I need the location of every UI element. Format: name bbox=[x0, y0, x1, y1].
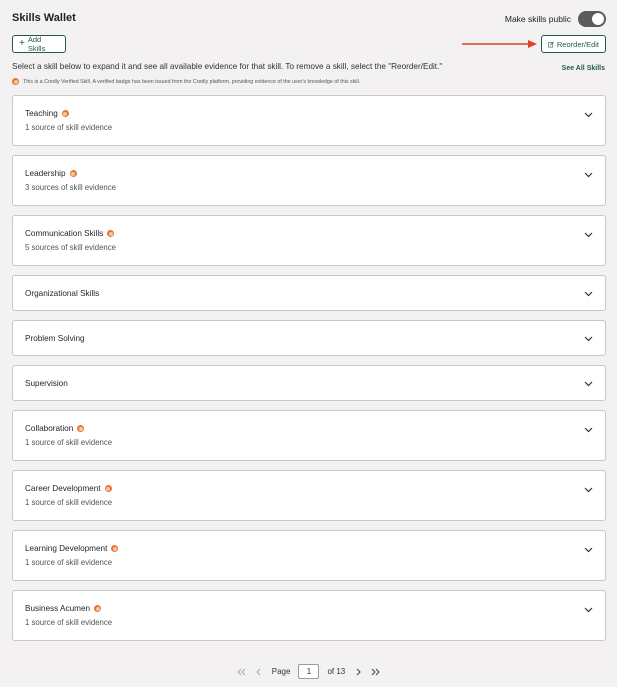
skill-card[interactable] bbox=[12, 590, 606, 641]
skill-card[interactable] bbox=[12, 365, 606, 401]
skill-card[interactable] bbox=[12, 155, 606, 206]
skill-name bbox=[25, 424, 84, 433]
skill-evidence-count: 1 source of skill evidence bbox=[25, 558, 113, 567]
reorder-edit-label: Reorder/Edit bbox=[556, 39, 599, 49]
skill-card[interactable] bbox=[12, 215, 606, 266]
skill-name bbox=[25, 379, 68, 388]
skill-evidence-count: 5 sources of skill evidence bbox=[25, 243, 117, 252]
instructions-text: Select a skill below to expand it and see all available evidence for that skill. To remove a skill, select the "Reorder/Edit." bbox=[12, 62, 443, 71]
skill-card[interactable] bbox=[12, 530, 606, 581]
chevron-down-icon[interactable] bbox=[584, 487, 593, 493]
add-skills-button[interactable] bbox=[12, 35, 66, 53]
chevron-down-icon[interactable] bbox=[584, 427, 593, 433]
skill-name bbox=[25, 169, 77, 178]
skill-name-text: Problem Solving bbox=[25, 334, 85, 343]
skill-card[interactable] bbox=[12, 410, 606, 461]
edit-icon bbox=[548, 41, 554, 48]
credly-verified-icon bbox=[107, 230, 114, 237]
next-page-icon[interactable] bbox=[353, 668, 363, 676]
make-public-toggle[interactable] bbox=[578, 11, 606, 27]
skill-name-text: Learning Development bbox=[25, 544, 108, 553]
chevron-down-icon[interactable] bbox=[584, 607, 593, 613]
skill-name-text: Communication Skills bbox=[25, 229, 104, 238]
page-count-label: of 13 bbox=[327, 667, 346, 676]
credly-note-text: This is a Credly Verified Skill. A verified badge has been issued from the Credly platform, providing evidence of the user's knowledge of this skill. bbox=[23, 78, 361, 85]
annotation-arrow-icon bbox=[462, 39, 538, 49]
chevron-down-icon[interactable] bbox=[584, 547, 593, 553]
page-label: Page bbox=[271, 667, 291, 676]
skill-name-text: Organizational Skills bbox=[25, 289, 100, 298]
chevron-down-icon[interactable] bbox=[584, 381, 593, 387]
skill-card[interactable] bbox=[12, 320, 606, 356]
skill-evidence-count: 3 sources of skill evidence bbox=[25, 183, 117, 192]
chevron-down-icon[interactable] bbox=[584, 336, 593, 342]
chevron-down-icon[interactable] bbox=[584, 291, 593, 297]
credly-verified-icon bbox=[94, 605, 101, 612]
chevron-down-icon[interactable] bbox=[584, 232, 593, 238]
credly-verified-icon bbox=[12, 78, 19, 85]
skill-name bbox=[25, 334, 85, 343]
skill-name-text: Supervision bbox=[25, 379, 68, 388]
credly-note bbox=[12, 78, 360, 85]
skill-name-text: Career Development bbox=[25, 484, 101, 493]
skill-name-text: Business Acumen bbox=[25, 604, 91, 613]
last-page-icon[interactable] bbox=[371, 668, 381, 676]
pagination bbox=[0, 664, 617, 679]
skill-evidence-count: 1 source of skill evidence bbox=[25, 123, 113, 132]
credly-verified-icon bbox=[111, 545, 118, 552]
see-all-skills-link[interactable]: See All Skills bbox=[561, 65, 605, 72]
reorder-edit-button[interactable] bbox=[541, 35, 606, 53]
skill-card[interactable] bbox=[12, 95, 606, 146]
chevron-down-icon[interactable] bbox=[584, 112, 593, 118]
skill-name-text: Collaboration bbox=[25, 424, 74, 433]
add-skills-label: Add Skills bbox=[27, 35, 46, 53]
skill-name bbox=[25, 289, 99, 298]
plus-icon: + bbox=[19, 37, 25, 49]
skill-name bbox=[25, 229, 114, 238]
credly-verified-icon bbox=[77, 425, 84, 432]
chevron-down-icon[interactable] bbox=[584, 172, 593, 178]
page-number-input[interactable]: 1 bbox=[298, 664, 319, 679]
credly-verified-icon bbox=[105, 485, 112, 492]
first-page-icon[interactable] bbox=[236, 668, 246, 676]
skill-card[interactable] bbox=[12, 275, 606, 311]
credly-verified-icon bbox=[70, 170, 77, 177]
previous-page-icon[interactable] bbox=[254, 668, 264, 676]
skill-name-text: Leadership bbox=[25, 169, 66, 178]
skill-evidence-count: 1 source of skill evidence bbox=[25, 438, 113, 447]
skill-name-text: Teaching bbox=[25, 109, 58, 118]
skill-name bbox=[25, 484, 112, 493]
skill-card[interactable] bbox=[12, 470, 606, 521]
credly-verified-icon bbox=[62, 110, 69, 117]
toggle-knob bbox=[592, 13, 604, 25]
skill-evidence-count: 1 source of skill evidence bbox=[25, 618, 113, 627]
skill-name bbox=[25, 109, 69, 118]
make-public-control bbox=[505, 11, 606, 27]
skill-evidence-count: 1 source of skill evidence bbox=[25, 498, 113, 507]
skill-name bbox=[25, 544, 118, 553]
make-public-label: Make skills public bbox=[504, 14, 571, 24]
page-title: Skills Wallet bbox=[12, 12, 76, 24]
skill-name bbox=[25, 604, 101, 613]
